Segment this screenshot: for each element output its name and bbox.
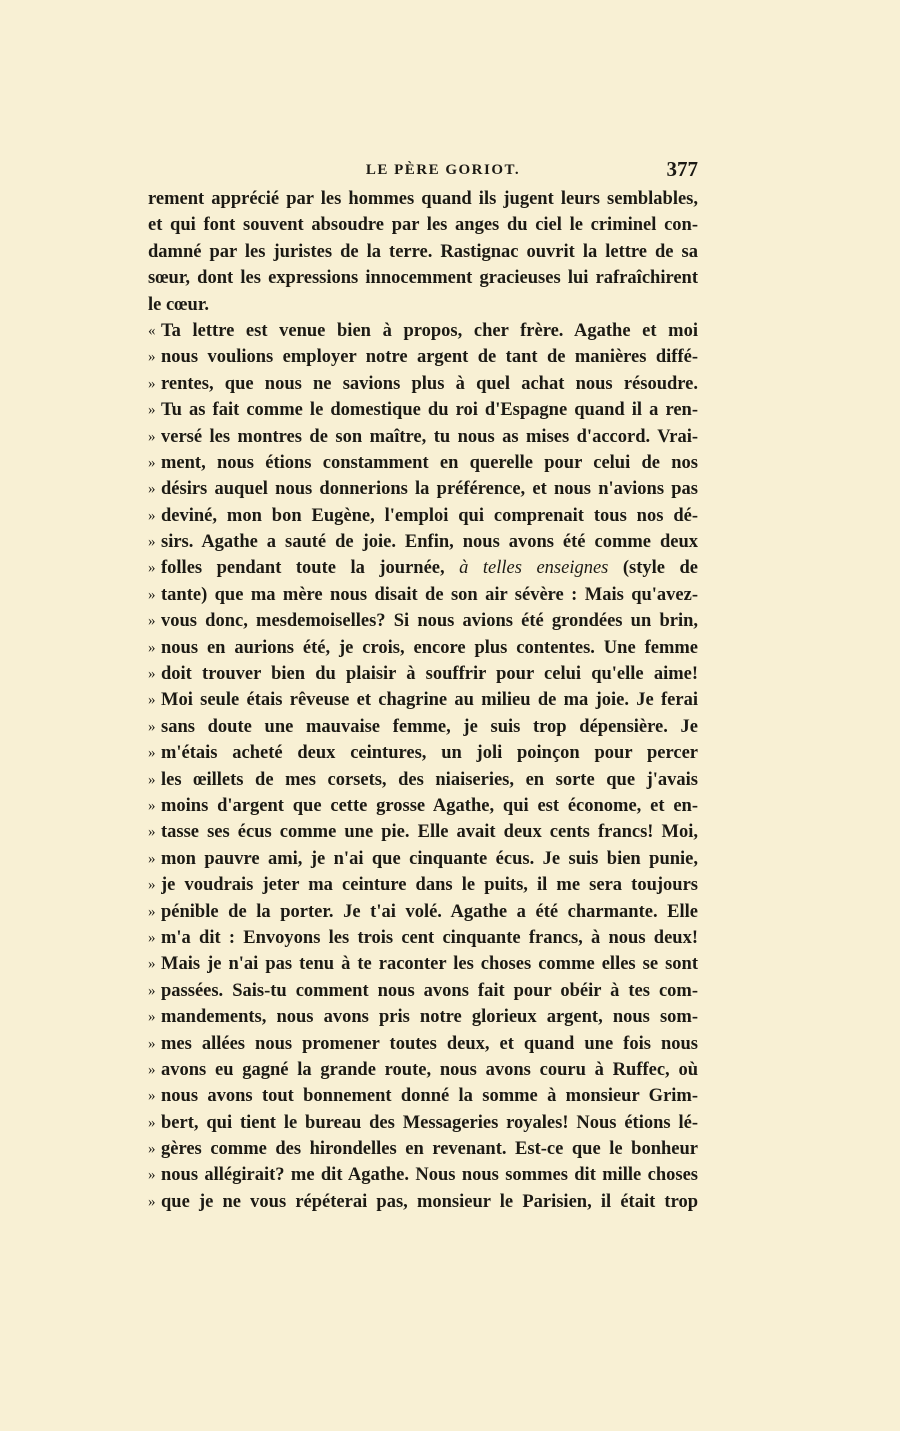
line-text: pénible de la porter. Je t'ai volé. Agathe a été charmante. Elle: [161, 901, 698, 922]
quote-mark: »: [148, 692, 156, 709]
quote-mark: »: [148, 956, 156, 973]
text-line: [148, 740, 698, 766]
line-text: sans doute une mauvaise femme, je suis trop dépensière. Je: [161, 716, 698, 737]
text-line: [148, 450, 698, 476]
text-line: [148, 687, 698, 713]
line-text: je voudrais jeter ma ceinture dans le puits, il me sera toujours: [161, 875, 698, 896]
text-line: [148, 397, 698, 423]
quote-mark: »: [148, 1193, 156, 1210]
line-text-part: (style de: [622, 558, 698, 579]
line-text: mandements, nous avons pris notre glorieux argent, nous som-: [161, 1007, 698, 1028]
quote-mark: »: [148, 1035, 156, 1052]
text-line: [148, 318, 698, 344]
quote-mark: »: [148, 824, 156, 841]
text-line: [148, 661, 698, 687]
quote-mark: »: [148, 586, 156, 603]
quote-mark: »: [148, 534, 156, 551]
line-text: Ta lettre est venue bien à propos, cher frère. Agathe et moi: [161, 320, 698, 341]
quote-mark: »: [148, 745, 156, 762]
line-text: nous voulions employer notre argent de tant de manières diffé-: [161, 347, 698, 368]
quote-mark: »: [148, 850, 156, 867]
line-text: damné par les juristes de la terre. Rastignac ouvrit la lettre de sa: [148, 241, 698, 262]
page-header: [148, 157, 698, 185]
text-line: [148, 714, 698, 740]
quote-mark: »: [148, 639, 156, 656]
line-text: avons eu gagné la grande route, nous avons couru à Ruffec, où: [161, 1059, 698, 1080]
line-text: Moi seule étais rêveuse et chagrine au milieu de ma joie. Je ferai: [161, 690, 698, 711]
line-text: que je ne vous répéterai pas, monsieur le Parisien, il était trop: [161, 1191, 698, 1212]
line-text: deviné, mon bon Eugène, l'emploi qui comprenait tous nos dé-: [161, 505, 698, 526]
line-text: tante) que ma mère nous disait de son air sévère : Mais qu'avez-: [161, 584, 698, 605]
quote-mark: »: [148, 428, 156, 445]
line-text: Mais je n'ai pas tenu à te raconter les choses comme elles se sont: [161, 954, 698, 975]
text-line: [148, 371, 698, 397]
text-line: [148, 872, 698, 898]
body-text: [148, 186, 698, 1215]
text-line: [148, 899, 698, 925]
line-text: nous avons tout bonnement donné la somme à monsieur Grim-: [161, 1086, 698, 1107]
quote-mark: »: [148, 982, 156, 999]
text-line: [148, 1031, 698, 1057]
text-line: [148, 1083, 698, 1109]
quote-mark: »: [148, 877, 156, 894]
quote-mark: »: [148, 929, 156, 946]
text-line: [148, 1004, 698, 1030]
line-text: doit trouver bien du plaisir à souffrir pour celui qu'elle aime!: [161, 664, 698, 685]
text-line: [148, 951, 698, 977]
quote-mark: »: [148, 1114, 156, 1131]
quote-mark: »: [148, 560, 156, 577]
line-text: tasse ses écus comme une pie. Elle avait deux cents francs! Moi,: [161, 822, 698, 843]
text-line: [148, 186, 698, 212]
text-line: [148, 424, 698, 450]
text-line: [148, 793, 698, 819]
line-text: Tu as fait comme le domestique du roi d'Espagne quand il a ren-: [161, 400, 698, 421]
line-text: sirs. Agathe a sauté de joie. Enfin, nous avons été comme deux: [161, 532, 698, 553]
text-line: [148, 212, 698, 238]
text-line: [148, 1110, 698, 1136]
text-line: [148, 1136, 698, 1162]
line-text: passées. Sais-tu comment nous avons fait pour obéir à tes com-: [161, 980, 698, 1001]
line-text: gères comme des hirondelles en revenant. Est-ce que le bonheur: [161, 1139, 698, 1160]
quote-mark: »: [148, 507, 156, 524]
line-text: vous donc, mesdemoiselles? Si nous avions été grondées un brin,: [161, 611, 698, 632]
quote-mark: »: [148, 797, 156, 814]
quote-mark: »: [148, 402, 156, 419]
quote-mark: »: [148, 375, 156, 392]
line-text: mes allées nous promener toutes deux, et quand une fois nous: [161, 1033, 698, 1054]
line-text: rentes, que nous ne savions plus à quel achat nous résoudre.: [161, 373, 698, 394]
line-text: mon pauvre ami, je n'ai que cinquante écus. Je suis bien punie,: [161, 848, 698, 869]
line-text: les œillets de mes corsets, des niaiseries, en sorte que j'avais: [161, 769, 698, 790]
line-text: rement apprécié par les hommes quand ils jugent leurs semblables,: [148, 189, 698, 209]
text-line: [148, 476, 698, 502]
quote-mark: »: [148, 1167, 156, 1184]
quote-mark: »: [148, 666, 156, 683]
line-text: désirs auquel nous donnerions la préférence, et nous n'avions pas: [161, 479, 698, 500]
line-text: versé les montres de son maître, tu nous as mises d'accord. Vrai-: [161, 426, 698, 447]
italic-phrase: à telles enseignes: [459, 558, 609, 579]
text-line: [148, 819, 698, 845]
text-line: [148, 767, 698, 793]
line-text: ment, nous étions constamment en querelle pour celui de nos: [161, 452, 698, 473]
line-text: m'étais acheté deux ceintures, un joli poinçon pour percer: [161, 743, 698, 764]
text-line: [148, 608, 698, 634]
text-line: [148, 1189, 698, 1215]
quote-mark: »: [148, 1088, 156, 1105]
text-line: [148, 978, 698, 1004]
line-text: [161, 555, 698, 581]
quote-mark: »: [148, 481, 156, 498]
text-line: [148, 239, 698, 265]
page-number: 377: [666, 157, 698, 181]
line-text: sœur, dont les expressions innocemment gracieuses lui rafraîchirent: [148, 268, 698, 289]
text-line: [148, 503, 698, 529]
line-text: moins d'argent que cette grosse Agathe, qui est économe, et en-: [161, 795, 698, 816]
text-line: [148, 925, 698, 951]
line-text: m'a dit : Envoyons les trois cent cinquante francs, à nous deux!: [161, 927, 698, 948]
line-text: bert, qui tient le bureau des Messageries royales! Nous étions lé-: [161, 1112, 698, 1133]
quote-mark: »: [148, 771, 156, 788]
line-text-part: folles pendant toute la journée,: [161, 558, 445, 579]
quote-mark: »: [148, 1141, 156, 1158]
text-line: [148, 265, 698, 291]
text-line: [148, 292, 698, 318]
quote-mark: »: [148, 454, 156, 471]
text-line: [148, 529, 698, 555]
quote-mark: «: [148, 322, 156, 339]
quote-mark: »: [148, 613, 156, 630]
text-line: [148, 846, 698, 872]
quote-mark: »: [148, 903, 156, 920]
line-text: le cœur.: [148, 294, 209, 315]
text-line: [148, 1162, 698, 1188]
quote-mark: »: [148, 349, 156, 366]
line-text: nous en aurions été, je crois, encore plus contentes. Une femme: [161, 637, 698, 658]
text-line: [148, 635, 698, 661]
text-line: [148, 555, 698, 581]
quote-mark: »: [148, 1061, 156, 1078]
line-text: et qui font souvent absoudre par les anges du ciel le criminel con-: [148, 215, 698, 236]
running-title: LE PÈRE GORIOT.: [365, 162, 521, 178]
quote-mark: »: [148, 718, 156, 735]
text-line: [148, 1057, 698, 1083]
text-line: [148, 344, 698, 370]
line-text: nous allégirait? me dit Agathe. Nous nous sommes dit mille choses: [161, 1165, 698, 1186]
text-line: [148, 582, 698, 608]
quote-mark: »: [148, 1009, 156, 1026]
